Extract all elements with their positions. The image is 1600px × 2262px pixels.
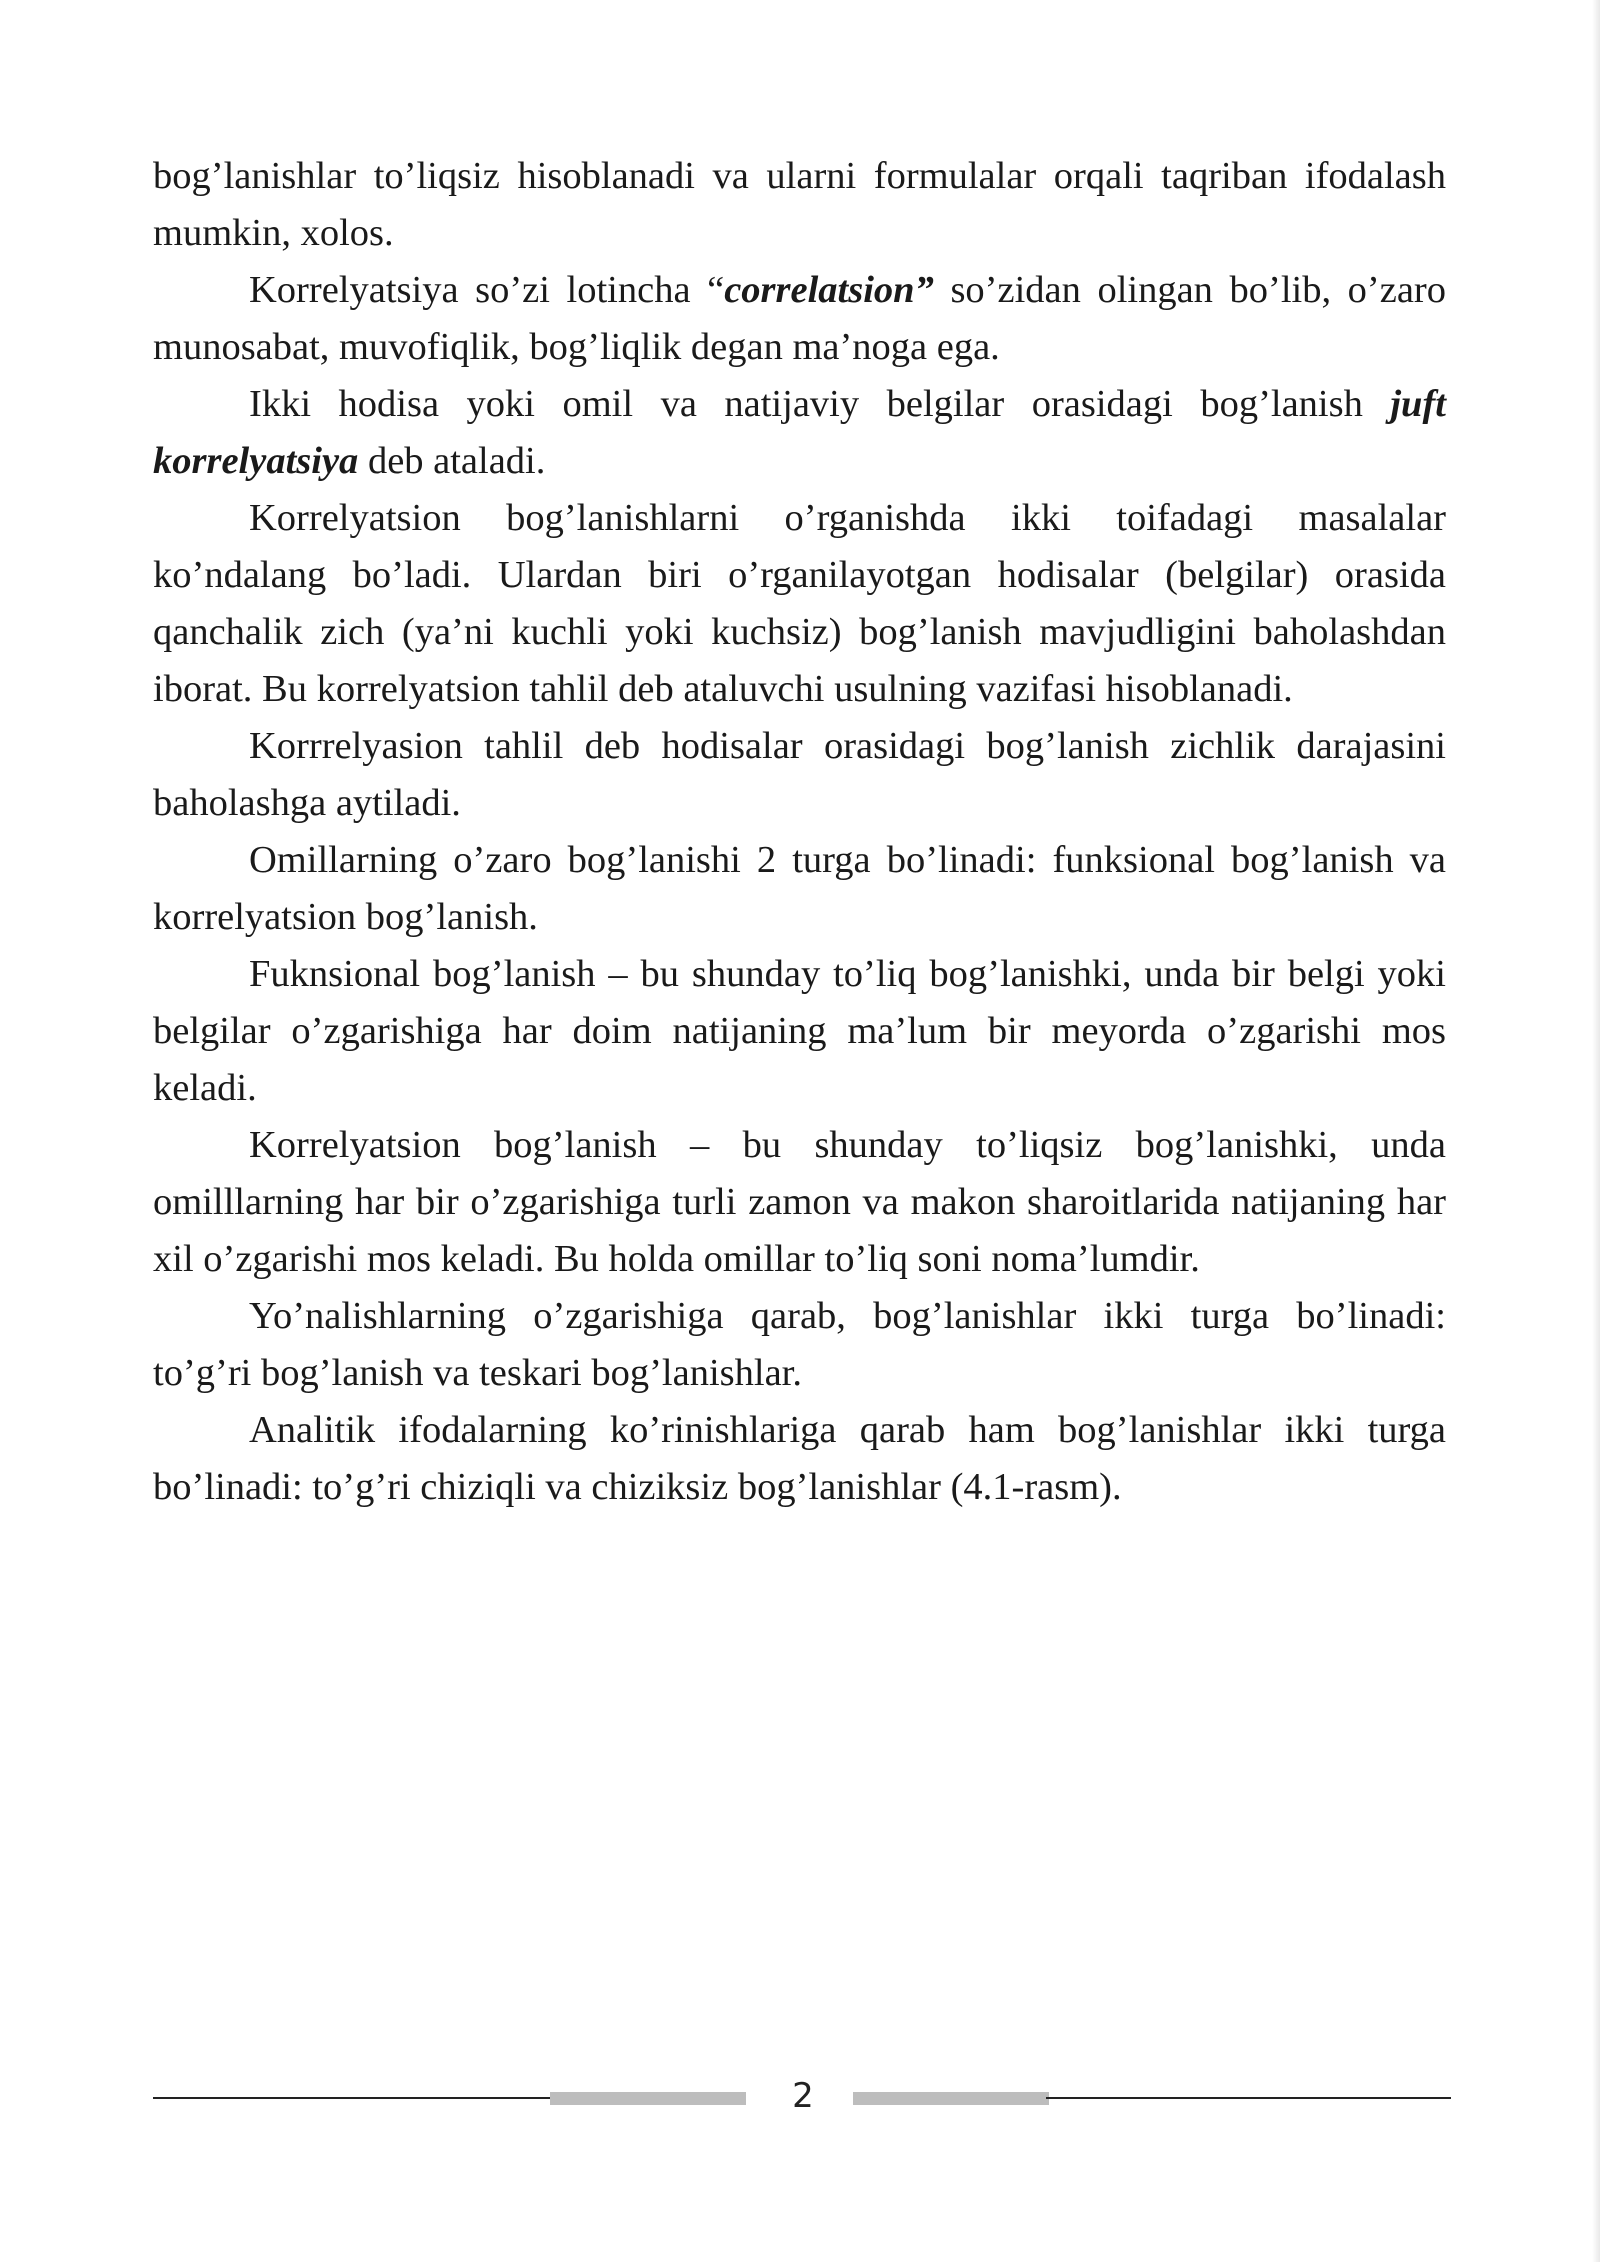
paragraph-5	[153, 718, 1446, 832]
paragraph-text: Analitik ifodalarning ko’rinishlariga qarab ham bog’lanishlar ikki turga bo’linadi: to’g’ri chiziqli va chiziksiz bog’lanishlar (4.1-rasm).	[153, 1409, 1446, 1508]
paragraph-text: Yo’nalishlarning o’zgarishiga qarab, bog’lanishlar ikki turga bo’linadi: to’g’ri bog’lanish va teskari bog’lanishlar.	[153, 1295, 1446, 1394]
paragraph-text-before: Korrelyatsiya so’zi lotincha “	[249, 269, 725, 311]
footer-rule-right	[1046, 2097, 1451, 2099]
term-juft-korrelyatsiya: juft korrelyatsiya	[153, 383, 1446, 482]
page-footer	[153, 2072, 1451, 2122]
paragraph-text: Korrelyatsion bog’lanish – bu shunday to’liqsiz bog’lanishki, unda omilllarning har bir o’zgarishiga turli zamon va makon sharoitlarida natijaning har xil o’zgarishi mos keladi. Bu holda omillar to’liq soni noma’lumdir.	[153, 1124, 1446, 1280]
paragraph-text-after: deb ataladi.	[358, 440, 546, 482]
paragraph-1	[153, 148, 1446, 262]
paragraph-6	[153, 832, 1446, 946]
paragraph-text: Fuknsional bog’lanish – bu shunday to’liq bog’lanishki, unda bir belgi yoki belgilar o’zgarishiga har doim natijaning ma’lum bir meyorda o’zgarishi mos keladi.	[153, 953, 1446, 1109]
paragraph-text-before: Ikki hodisa yoki omil va natijaviy belgilar orasidagi bog’lanish	[249, 383, 1391, 425]
term-correlatsion: correlatsion”	[724, 269, 934, 311]
paragraph-text-after: so’zidan olingan bo’lib, o’zaro munosabat, muvofiqlik, bog’liqlik degan ma’noga ega.	[153, 269, 1446, 368]
paragraph-10	[153, 1402, 1446, 1516]
footer-rule-left	[153, 2097, 553, 2099]
page-number: 2	[792, 2076, 814, 2116]
paragraph-2	[153, 262, 1446, 376]
footer-bar-right	[853, 2092, 1049, 2105]
paragraph-9	[153, 1288, 1446, 1402]
document-body	[153, 148, 1446, 1516]
paragraph-8	[153, 1117, 1446, 1288]
page-edge-shadow	[1592, 0, 1600, 2262]
paragraph-text: bog’lanishlar to’liqsiz hisoblanadi va ularni formulalar orqali taqriban ifodalash mumkin, xolos.	[153, 155, 1446, 254]
footer-bar-left	[550, 2092, 746, 2105]
paragraph-4	[153, 490, 1446, 718]
paragraph-text: Korrelyatsion bog’lanishlarni o’rganishda ikki toifadagi masalalar ko’ndalang bo’ladi. Ulardan biri o’rganilayotgan hodisalar (belgilar) orasida qanchalik zich (ya’ni kuchli yoki kuchsiz) bog’lanish mavjudligini baholashdan iborat. Bu korrelyatsion tahlil deb ataluvchi usulning vazifasi hisoblanadi.	[153, 497, 1446, 710]
paragraph-7	[153, 946, 1446, 1117]
paragraph-3	[153, 376, 1446, 490]
paragraph-text: Omillarning o’zaro bog’lanishi 2 turga bo’linadi: funksional bog’lanish va korrelyatsion bog’lanish.	[153, 839, 1446, 938]
paragraph-text: Korrrelyasion tahlil deb hodisalar orasidagi bog’lanish zichlik darajasini baholashga aytiladi.	[153, 725, 1446, 824]
